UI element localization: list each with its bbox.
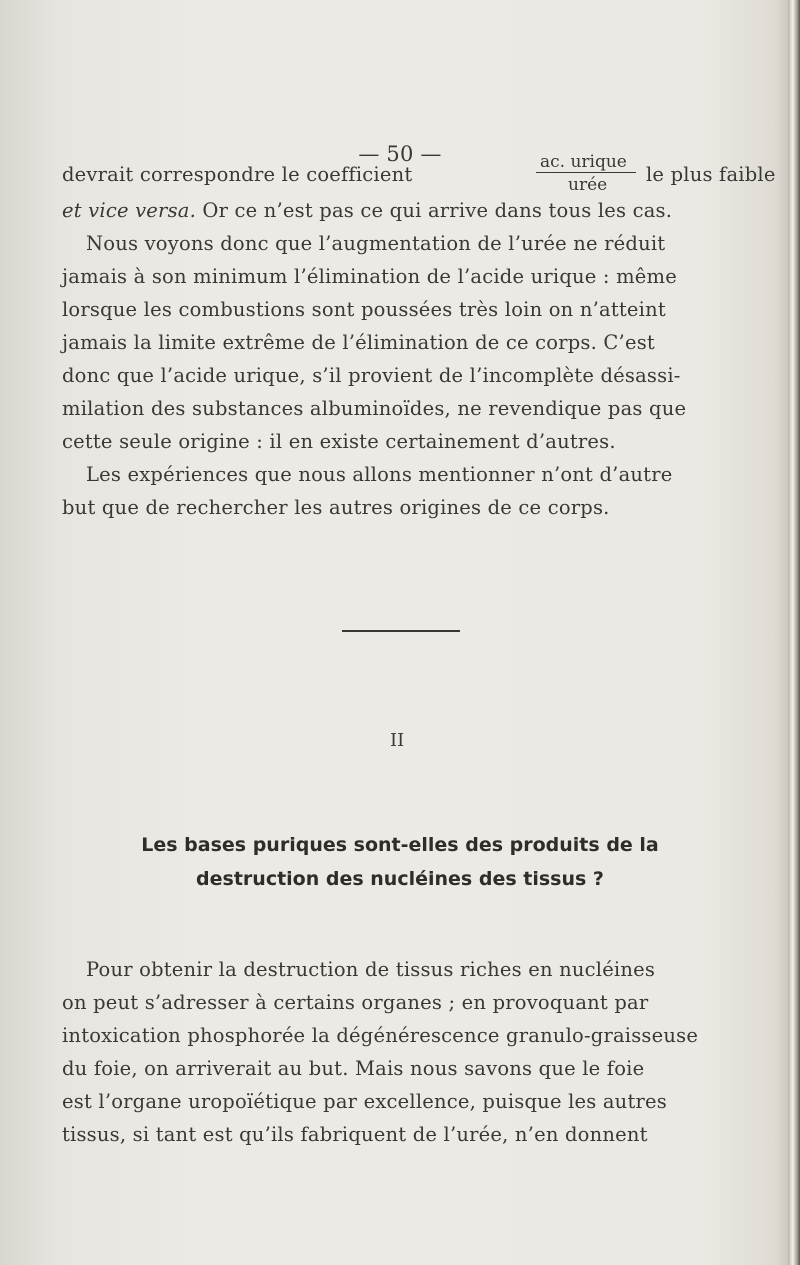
text-line: jamais la limite extrême de l’élimination de ce corps. C’est [62,331,655,354]
text-line-1-start: devrait correspondre le coefficient [62,163,413,186]
text-line-2 [62,199,672,222]
text-line: cette seule origine : il en existe certainement d’autres. [62,430,616,453]
section-separator [342,630,460,632]
text-line: Nous voyons donc que l’augmentation de l’urée ne réduit [86,232,666,255]
fraction-denominator: urée [568,175,608,195]
text-line: jamais à son minimum l’élimination de l’acide urique : même [62,265,677,288]
text-line-2-rest: Or ce n’est pas ce qui arrive dans tous les cas. [196,199,673,222]
text-line: donc que l’acide urique, s’il provient de l’incomplète désassi- [62,364,681,387]
text-line: Les expériences que nous allons mentionner n’ont d’autre [86,463,673,486]
text-line: intoxication phosphorée la dégénérescence granulo-graisseuse [62,1024,699,1047]
page-number: — 50 — [358,142,442,166]
text-line: Pour obtenir la destruction de tissus riches en nucléines [86,958,656,981]
text-line: du foie, on arriverait au but. Mais nous savons que le foie [62,1057,645,1080]
text-line: tissus, si tant est qu’ils fabriquent de l’urée, n’en donnent [62,1123,648,1146]
section-number: II [390,730,405,751]
fraction-numerator: ac. urique [540,152,627,172]
page-edge [788,0,800,1265]
vice-versa-italic: et vice versa. [62,199,196,222]
text-line: but que de rechercher les autres origines de ce corps. [62,496,610,519]
text-line: milation des substances albuminoïdes, ne revendique pas que [62,397,687,420]
text-line: est l’organe uropoïétique par excellence, puisque les autres [62,1090,667,1113]
text-line: lorsque les combustions sont poussées très loin on n’atteint [62,298,666,321]
text-line-1-end: le plus faible [646,163,776,186]
fraction-bar [536,172,636,173]
section-title-line-1: Les bases puriques sont-elles des produits de la [141,834,659,856]
text-line: on peut s’adresser à certains organes ; en provoquant par [62,991,649,1014]
section-title-line-2: destruction des nucléines des tissus ? [196,868,604,890]
